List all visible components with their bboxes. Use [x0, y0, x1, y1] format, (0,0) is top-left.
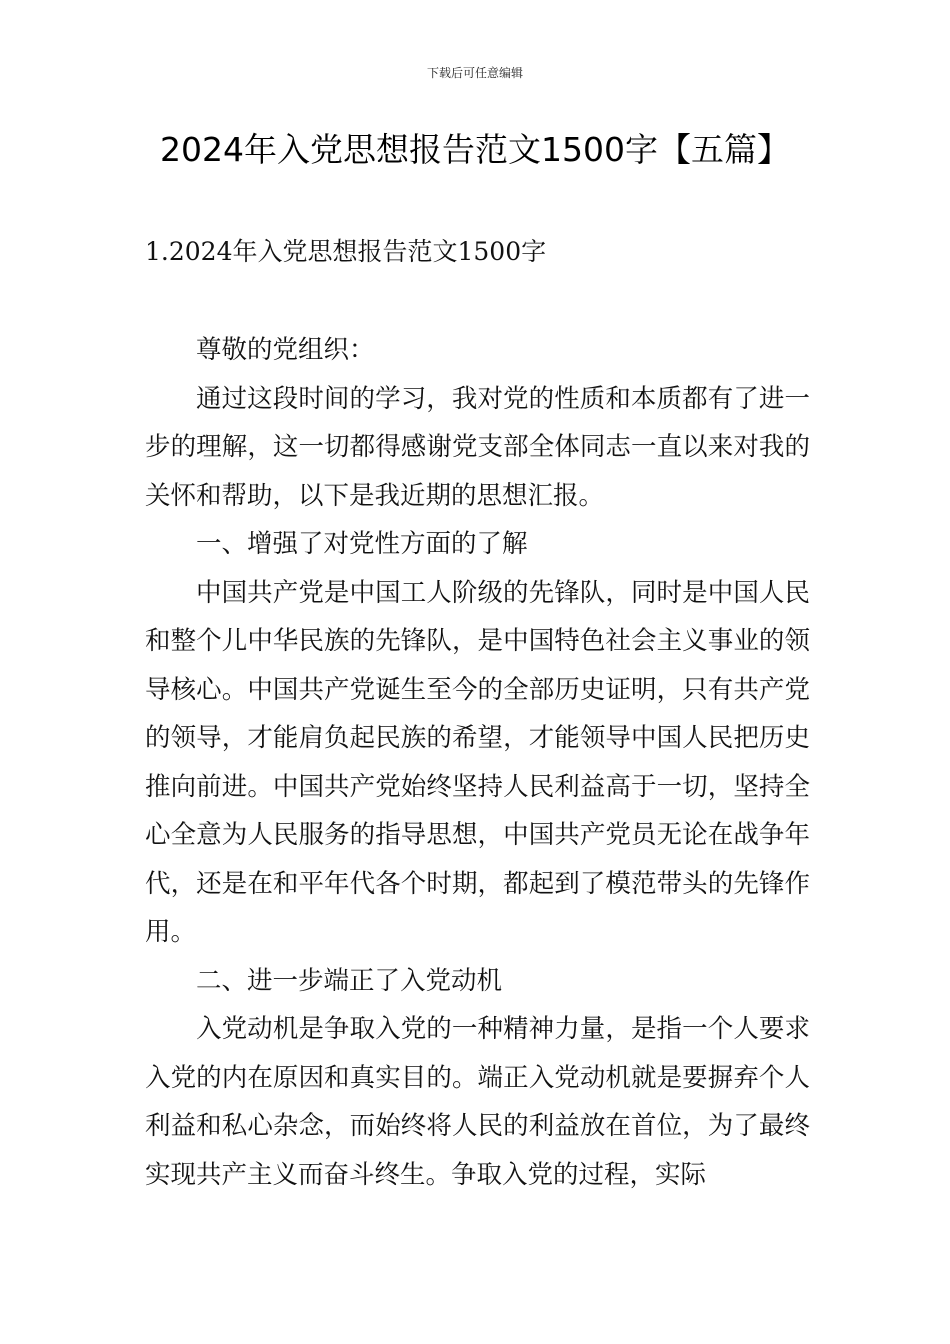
header-note: 下载后可任意编辑 [426, 66, 523, 80]
paragraph-two: 入党动机是争取入党的一种精神力量，是指一个人要求入党的内在原因和真实目的。端正入党动机就是要摒弃个人利益和私心杂念，而始终将人民的利益放在首位，为了最终实现共产主义而奋斗终生。争取入党的过程，实际 [145, 1014, 810, 1190]
salutation: 尊敬的党组织： [196, 335, 375, 365]
paragraph-one: 中国共产党是中国工人阶级的先锋队，同时是中国人民和整个儿中华民族的先锋队，是中国特色社会主义事业的领导核心。中国共产党诞生至今的全部历史证明，只有共产党的领导，才能肩负起民族的希望，才能领导中国人民把历史推向前进。中国共产党始终坚持人民利益高于一切，坚持全心全意为人民服务的指导思想，中国共产党员无论在战争年代，还是在和平年代各个时期，都起到了模范带头的先锋作用。 [145, 577, 810, 947]
document-body [145, 326, 810, 1199]
subheading-two: 二、进一步端正了入党动机 [196, 965, 503, 996]
section-title: 1.2024年入党思想报告范文1500字 [145, 237, 547, 266]
paragraph-intro: 通过这段时间的学习，我对党的性质和本质都有了进一步的理解，这一切都得感谢党支部全体同志一直以来对我的关怀和帮助，以下是我近期的思想汇报。 [145, 383, 810, 511]
subheading-one: 一、增强了对党性方面的了解 [196, 529, 528, 559]
document-title: 2024年入党思想报告范文1500字【五篇】 [160, 130, 790, 169]
